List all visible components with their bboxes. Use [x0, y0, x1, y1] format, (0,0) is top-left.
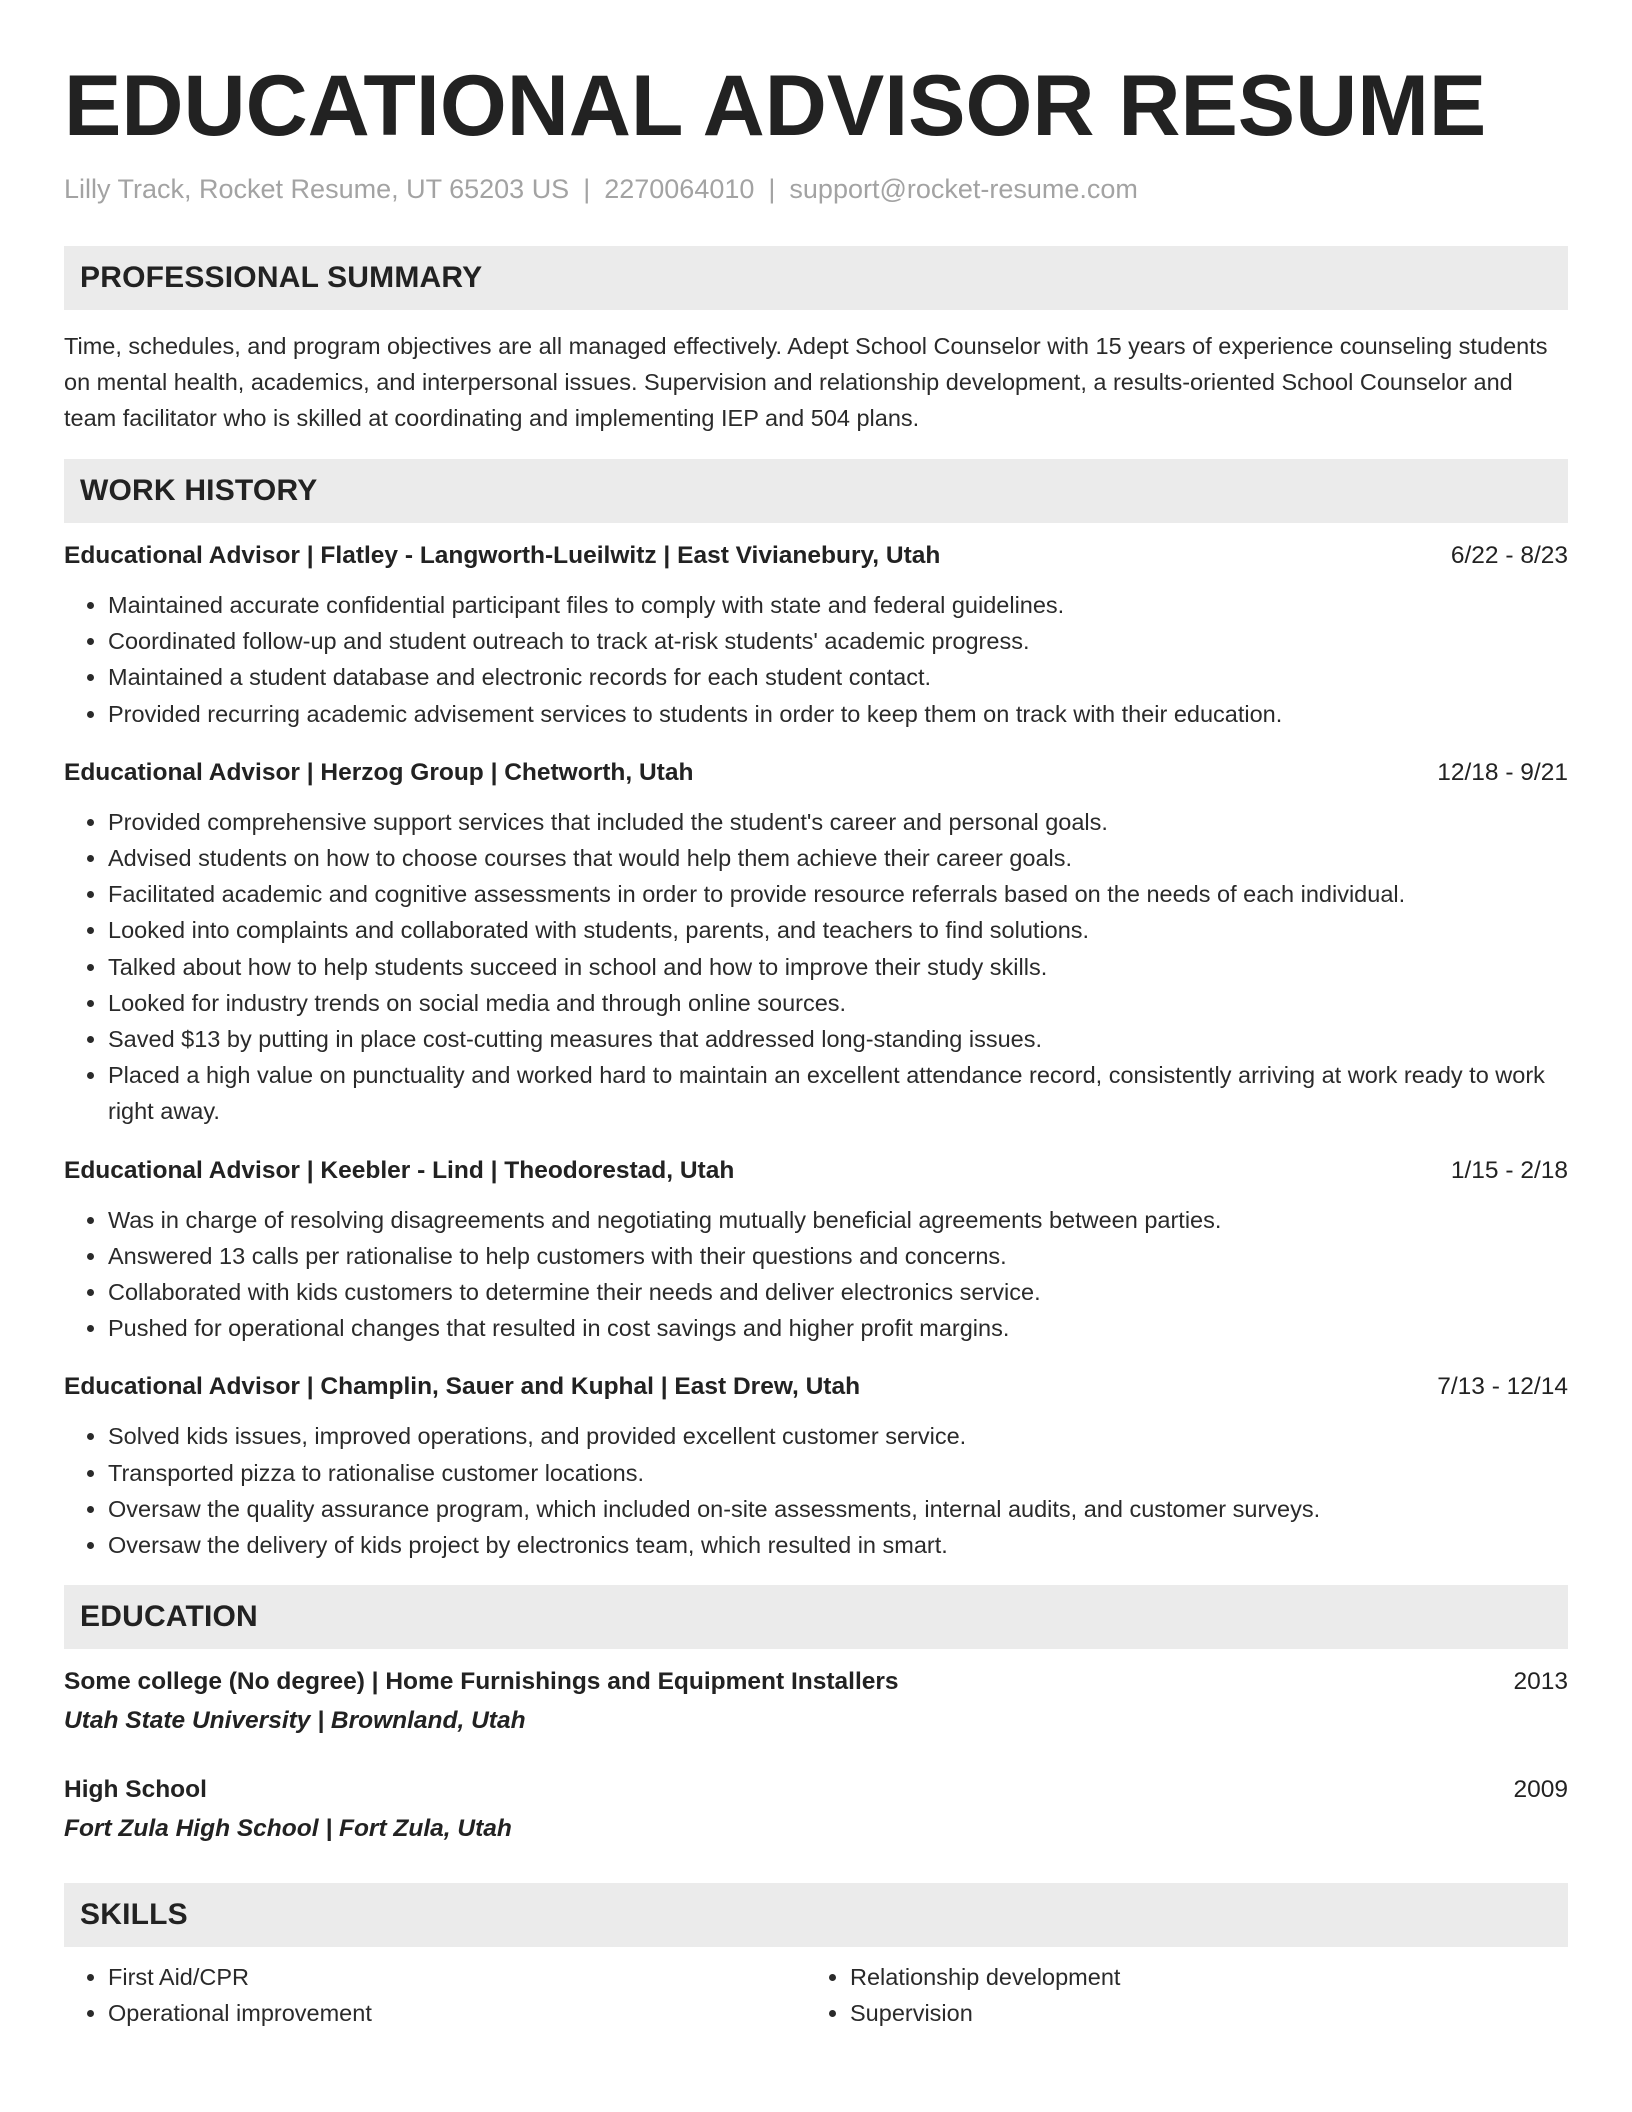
- job-bullets: [64, 587, 1568, 732]
- job-bullet: • Looked into complaints and collaborated with students, parents, and teachers to find solutions.: [108, 912, 1568, 948]
- job-bullet: • Maintained accurate confidential participant files to comply with state and federal guidelines.: [108, 587, 1568, 623]
- section-header-education: EDUCATION: [64, 1585, 1568, 1649]
- section-header-work-history: WORK HISTORY: [64, 459, 1568, 523]
- skill-item: • Supervision: [850, 1995, 1548, 2031]
- job-header: [64, 539, 1568, 573]
- education-header: [64, 1665, 1568, 1699]
- skills-column-left: [64, 1959, 806, 2031]
- job-bullet: • Maintained a student database and electronic records for each student contact.: [108, 659, 1568, 695]
- job-dates: 7/13 - 12/14: [1437, 1373, 1568, 1401]
- job-entry: [64, 1370, 1568, 1563]
- job-bullets: [64, 804, 1568, 1130]
- job-bullet: • Oversaw the quality assurance program, which included on-site assessments, internal audits, and customer surveys.: [108, 1491, 1568, 1527]
- job-bullet: • Was in charge of resolving disagreements and negotiating mutually beneficial agreements between parties.: [108, 1202, 1568, 1238]
- job-bullet: • Collaborated with kids customers to determine their needs and deliver electronics service.: [108, 1274, 1568, 1310]
- job-bullet: • Saved $13 by putting in place cost-cutting measures that addressed long-standing issues.: [108, 1021, 1568, 1057]
- contact-phone: 2270064010: [604, 174, 755, 204]
- skills-list: [64, 1959, 806, 2031]
- job-bullet: • Placed a high value on punctuality and worked hard to maintain an excellent attendance record, consistently arriving at work ready to work right away.: [108, 1057, 1568, 1129]
- education-year: 2013: [1513, 1668, 1568, 1696]
- job-bullet: • Advised students on how to choose courses that would help them achieve their career goals.: [108, 840, 1568, 876]
- job-title: Educational Advisor | Herzog Group | Chetworth, Utah: [64, 758, 694, 786]
- education-degree: Some college (No degree) | Home Furnishings and Equipment Installers: [64, 1668, 899, 1696]
- job-header: [64, 1370, 1568, 1404]
- contact-line: [64, 172, 1568, 206]
- job-bullets: [64, 1418, 1568, 1563]
- contact-email: support@rocket-resume.com: [789, 174, 1138, 204]
- job-entry: [64, 756, 1568, 1130]
- job-bullets: [64, 1202, 1568, 1347]
- job-bullet: • Transported pizza to rationalise customer locations.: [108, 1455, 1568, 1491]
- resume-title: EDUCATIONAL ADVISOR RESUME: [64, 58, 1487, 154]
- education-school: Fort Zula High School | Fort Zula, Utah: [64, 1815, 512, 1843]
- job-dates: 12/18 - 9/21: [1437, 758, 1568, 786]
- job-bullet: • Provided comprehensive support services that included the student's career and personal goals.: [108, 804, 1568, 840]
- job-bullet: • Facilitated academic and cognitive assessments in order to provide resource referrals based on the needs of each individual.: [108, 876, 1568, 912]
- contact-separator: |: [768, 174, 776, 204]
- job-bullet: • Oversaw the delivery of kids project by electronics team, which resulted in smart.: [108, 1527, 1568, 1563]
- job-bullet: • Answered 13 calls per rationalise to help customers with their questions and concerns.: [108, 1238, 1568, 1274]
- job-header: [64, 756, 1568, 790]
- section-header-summary: PROFESSIONAL SUMMARY: [64, 246, 1568, 310]
- job-entry: [64, 539, 1568, 732]
- job-bullet: • Coordinated follow-up and student outreach to track at-risk students' academic progress.: [108, 623, 1568, 659]
- job-title: Educational Advisor | Champlin, Sauer and Kuphal | East Drew, Utah: [64, 1373, 861, 1401]
- job-entry: [64, 1154, 1568, 1347]
- contact-separator: |: [583, 174, 591, 204]
- skills-grid: [64, 1959, 1568, 2031]
- job-title: Educational Advisor | Keebler - Lind | Theodorestad, Utah: [64, 1156, 735, 1184]
- job-bullet: • Looked for industry trends on social media and through online sources.: [108, 985, 1568, 1021]
- job-bullet: • Provided recurring academic advisement services to students in order to keep them on track with their education.: [108, 696, 1568, 732]
- education-school: Utah State University | Brownland, Utah: [64, 1707, 526, 1735]
- job-dates: 1/15 - 2/18: [1450, 1156, 1568, 1184]
- summary-text: Time, schedules, and program objectives are all managed effectively. Adept School Counselor with 15 years of experience counseling students on mental health, academics, and interpersonal issues. Supervision and relationship development, a results-oriented School Counselor and team facilitator who is skilled at coordinating and implementing IEP and 504 plans.: [64, 333, 1548, 431]
- education-header: [64, 1773, 1568, 1807]
- job-bullet: • Solved kids issues, improved operations, and provided excellent customer service.: [108, 1418, 1568, 1454]
- job-bullet: • Talked about how to help students succeed in school and how to improve their study skills.: [108, 949, 1568, 985]
- job-bullet: • Pushed for operational changes that resulted in cost savings and higher profit margins.: [108, 1310, 1568, 1346]
- contact-address: Lilly Track, Rocket Resume, UT 65203 US: [64, 174, 570, 204]
- education-entry: [64, 1773, 1568, 1847]
- section-header-skills: SKILLS: [64, 1883, 1568, 1947]
- job-title: Educational Advisor | Flatley - Langworth-Lueilwitz | East Vivianebury, Utah: [64, 542, 941, 569]
- education-entry: [64, 1665, 1568, 1739]
- job-dates: 6/22 - 8/23: [1450, 542, 1568, 569]
- skills-list: [806, 1959, 1548, 2031]
- skill-item: • First Aid/CPR: [108, 1959, 806, 1995]
- resume-page: [64, 0, 1568, 2031]
- job-header: [64, 1154, 1568, 1188]
- education-degree: High School: [64, 1776, 207, 1804]
- skills-column-right: [806, 1959, 1548, 2031]
- skill-item: • Relationship development: [850, 1959, 1548, 1995]
- education-year: 2009: [1513, 1776, 1568, 1804]
- skill-item: • Operational improvement: [108, 1995, 806, 2031]
